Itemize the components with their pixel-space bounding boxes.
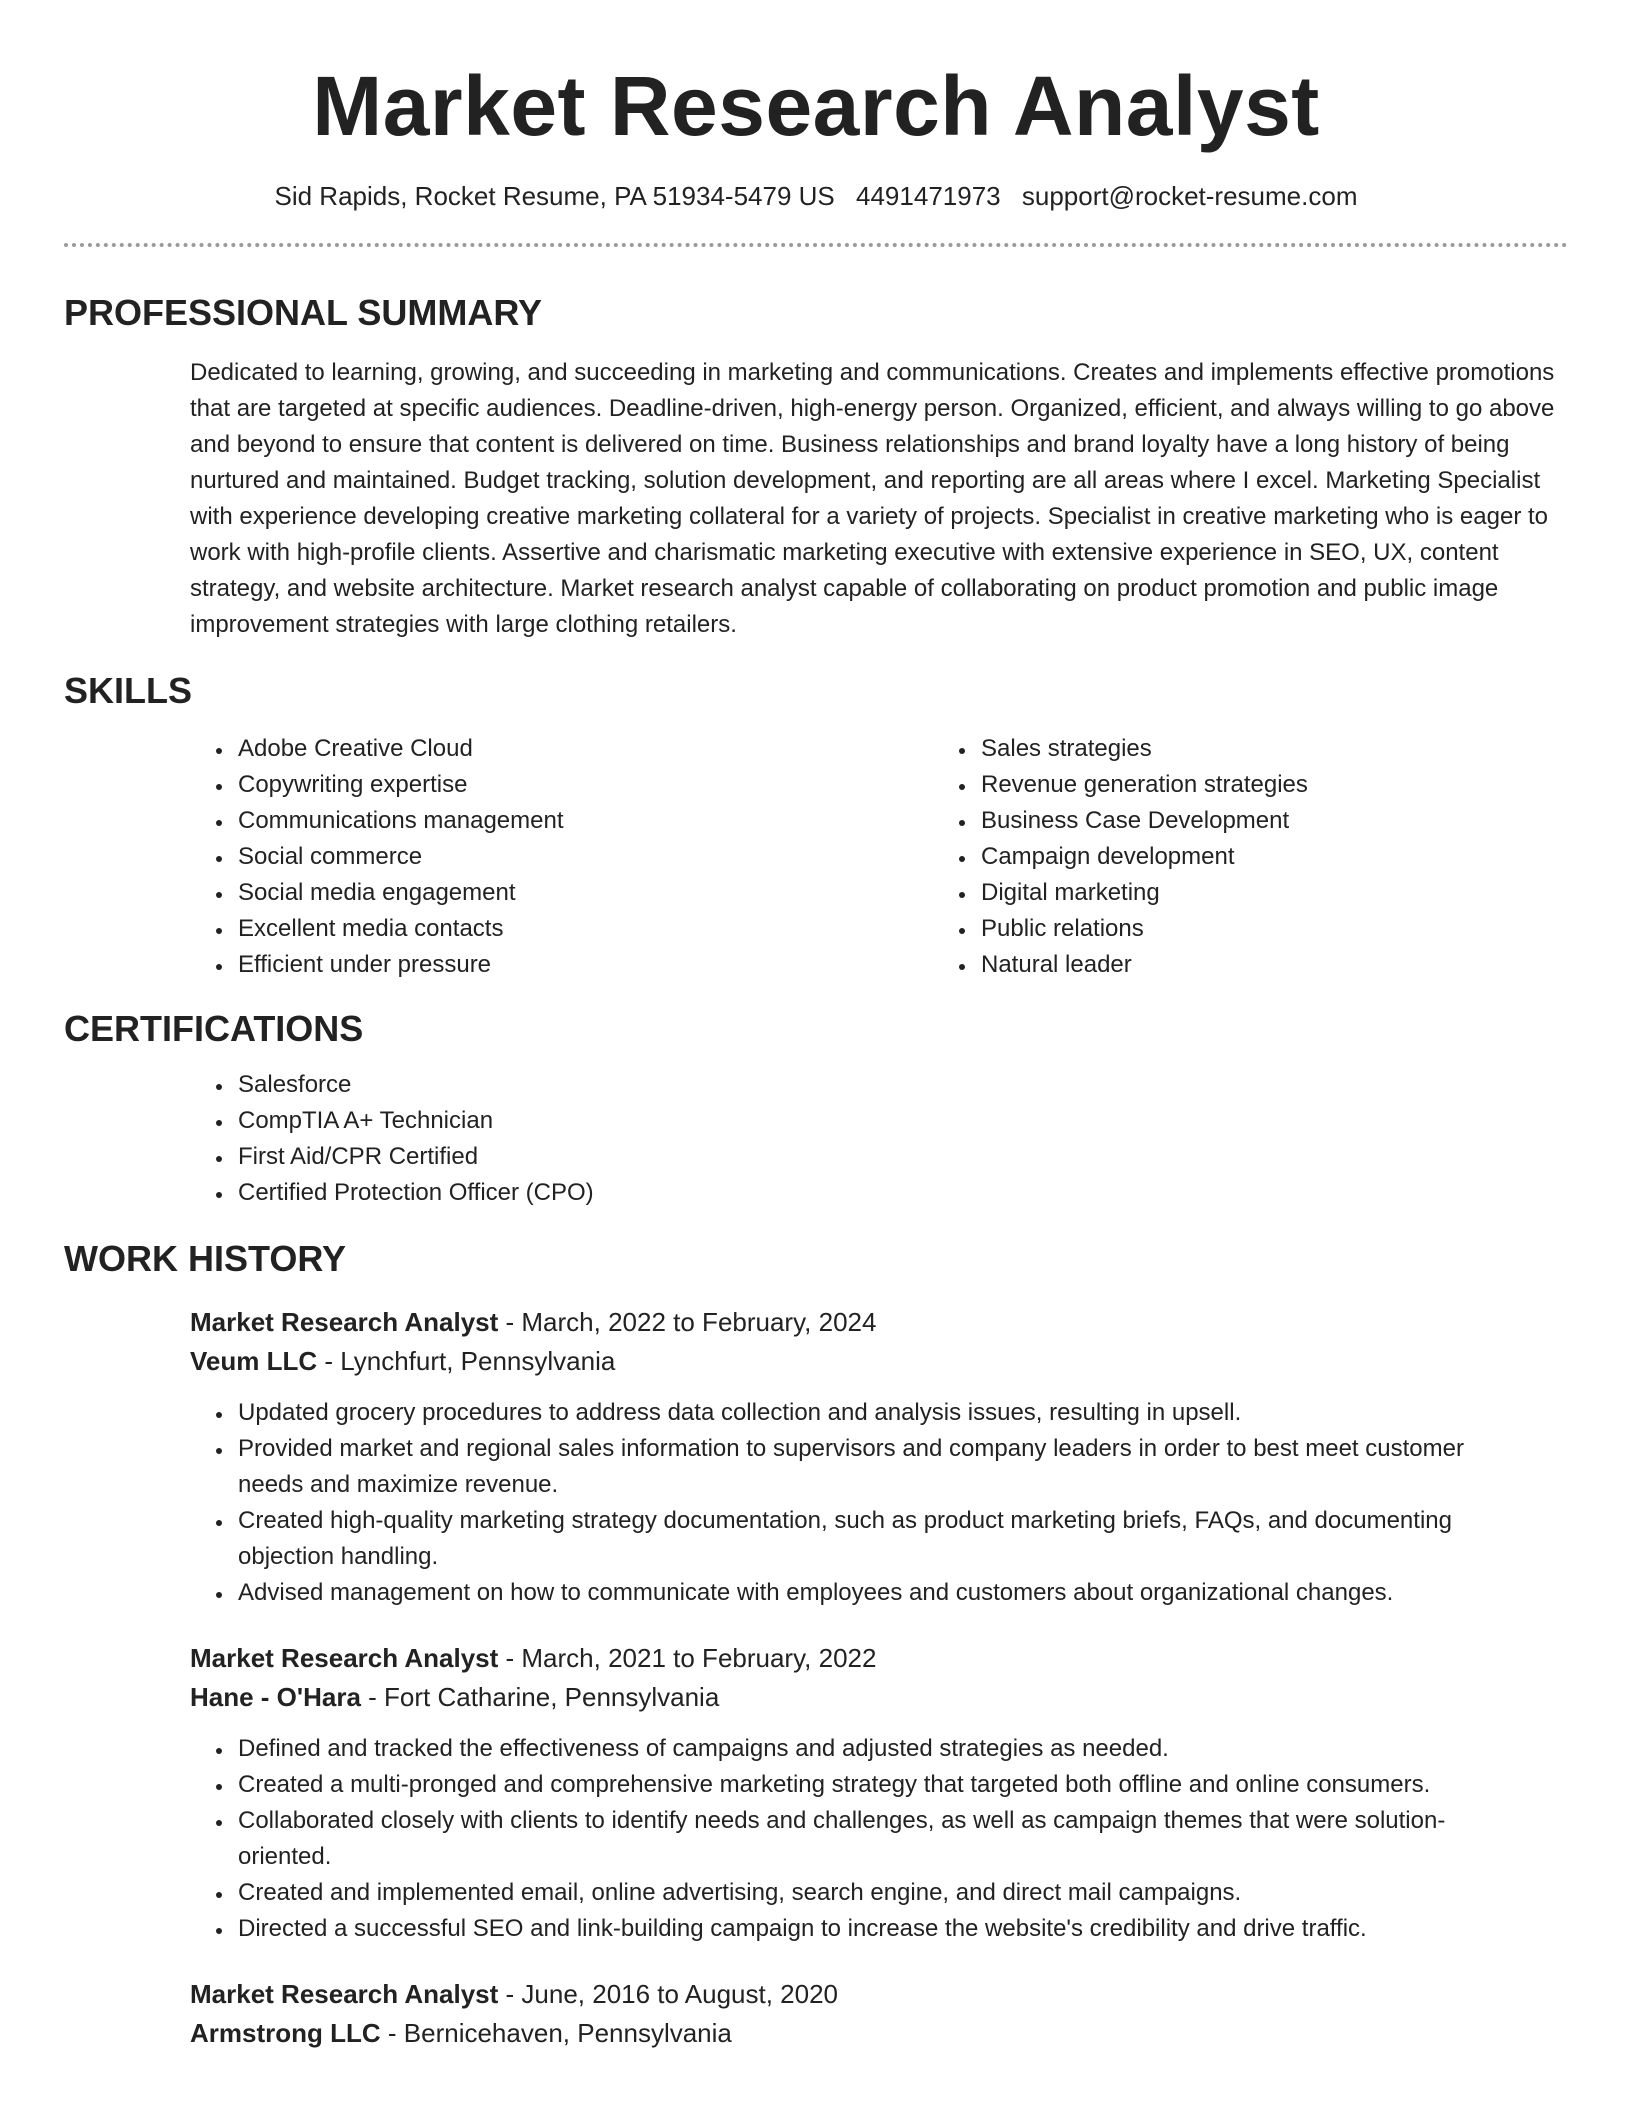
job-bullets [190,1731,1528,1947]
certifications-list [64,1067,1568,1211]
job-company-line [190,2014,1568,2053]
certifications-heading: CERTIFICATIONS [64,1008,364,1049]
skill-item: • Copywriting expertise [234,767,744,803]
job-title-line [190,1303,1568,1342]
skill-item: • Communications management [234,803,744,839]
resume-name: Market Research Analyst [312,59,1320,153]
contact-line [64,179,1568,213]
job-bullet: • Advised management on how to communicate with employees and customers about organizational changes. [234,1575,1528,1611]
job-bullet: • Provided market and regional sales information to supervisors and company leaders in order to best meet customer needs and maximize revenue. [234,1431,1528,1503]
job-dates: - June, 2016 to August, 2020 [498,1979,838,2009]
skills-list [64,731,1568,983]
summary-text: Dedicated to learning, growing, and succeeding in marketing and communications. Creates and implements effective promotions that are targeted at specific audiences. Deadline-driven, high-energy person. Organized, efficient, and always willing to go above and beyond to ensure that content is delivered on time. Business relationships and brand loyalty have a long history of being nurtured and maintained. Budget tracking, solution development, and reporting are all areas where I excel. Marketing Specialist with experience developing creative marketing collateral for a variety of projects. Specialist in creative marketing who is eager to work with high-profile clients. Assertive and charismatic marketing executive with extensive experience in SEO, UX, content strategy, and website architecture. Market research analyst capable of collaborating on product promotion and public image improvement strategies with large clothing retailers. [190,359,1555,638]
skills-heading: SKILLS [64,670,193,711]
job-location: - Bernicehaven, Pennsylvania [380,2018,732,2048]
job-bullet: • Collaborated closely with clients to identify needs and challenges, as well as campaign themes that were solution-oriented. [234,1803,1528,1875]
skill-item: • Sales strategies [977,731,1308,767]
job-company: Veum LLC [190,1346,318,1376]
skill-item: • Adobe Creative Cloud [234,731,744,767]
certification-item: • Salesforce [234,1067,1568,1103]
skill-item: • Campaign development [977,839,1308,875]
job-bullet: • Created high-quality marketing strategy documentation, such as product marketing briefs, FAQs, and documenting objection handling. [234,1503,1528,1575]
skills-column-left [64,731,744,983]
job-company: Armstrong LLC [190,2018,381,2048]
job-bullet: • Created a multi-pronged and comprehensive marketing strategy that targeted both offline and online consumers. [234,1767,1528,1803]
skill-item: • Digital marketing [977,875,1308,911]
job-entry [190,1303,1568,1611]
contact-email: support@rocket-resume.com [1021,181,1358,211]
summary-heading: PROFESSIONAL SUMMARY [64,292,543,333]
skill-item: • Efficient under pressure [234,947,744,983]
work-history-heading: WORK HISTORY [64,1238,347,1279]
job-role: Market Research Analyst [190,1643,499,1673]
header-divider [64,243,1568,247]
job-bullet: • Defined and tracked the effectiveness of campaigns and adjusted strategies as needed. [234,1731,1528,1767]
job-entry [190,1975,1568,2053]
certification-item: • Certified Protection Officer (CPO) [234,1175,1568,1211]
skill-item: • Social commerce [234,839,744,875]
job-company-line [190,1342,1568,1381]
job-location: - Lynchfurt, Pennsylvania [317,1346,616,1376]
job-entry [190,1639,1568,1947]
job-dates: - March, 2022 to February, 2024 [498,1307,877,1337]
job-company: Hane - O'Hara [190,1682,361,1712]
job-bullet: • Created and implemented email, online advertising, search engine, and direct mail campaigns. [234,1875,1528,1911]
contact-phone: 4491471973 [856,181,1001,211]
certification-item: • First Aid/CPR Certified [234,1139,1568,1175]
skill-item: • Natural leader [977,947,1308,983]
job-role: Market Research Analyst [190,1307,499,1337]
skill-item: • Business Case Development [977,803,1308,839]
job-title-line [190,1975,1568,2014]
skill-item: • Revenue generation strategies [977,767,1308,803]
job-bullet: • Directed a successful SEO and link-building campaign to increase the website's credibility and drive traffic. [234,1911,1528,1947]
job-location: - Fort Catharine, Pennsylvania [360,1682,720,1712]
job-dates: - March, 2021 to February, 2022 [498,1643,877,1673]
skill-item: • Social media engagement [234,875,744,911]
job-bullets [190,1395,1528,1611]
contact-address: Sid Rapids, Rocket Resume, PA 51934-5479 US [274,181,835,211]
certification-item: • CompTIA A+ Technician [234,1103,1568,1139]
job-company-line [190,1678,1568,1717]
job-bullet: • Updated grocery procedures to address data collection and analysis issues, resulting in upsell. [234,1395,1528,1431]
job-role: Market Research Analyst [190,1979,499,2009]
skill-item: • Public relations [977,911,1308,947]
skills-column-right [744,731,1308,983]
job-title-line [190,1639,1568,1678]
skill-item: • Excellent media contacts [234,911,744,947]
